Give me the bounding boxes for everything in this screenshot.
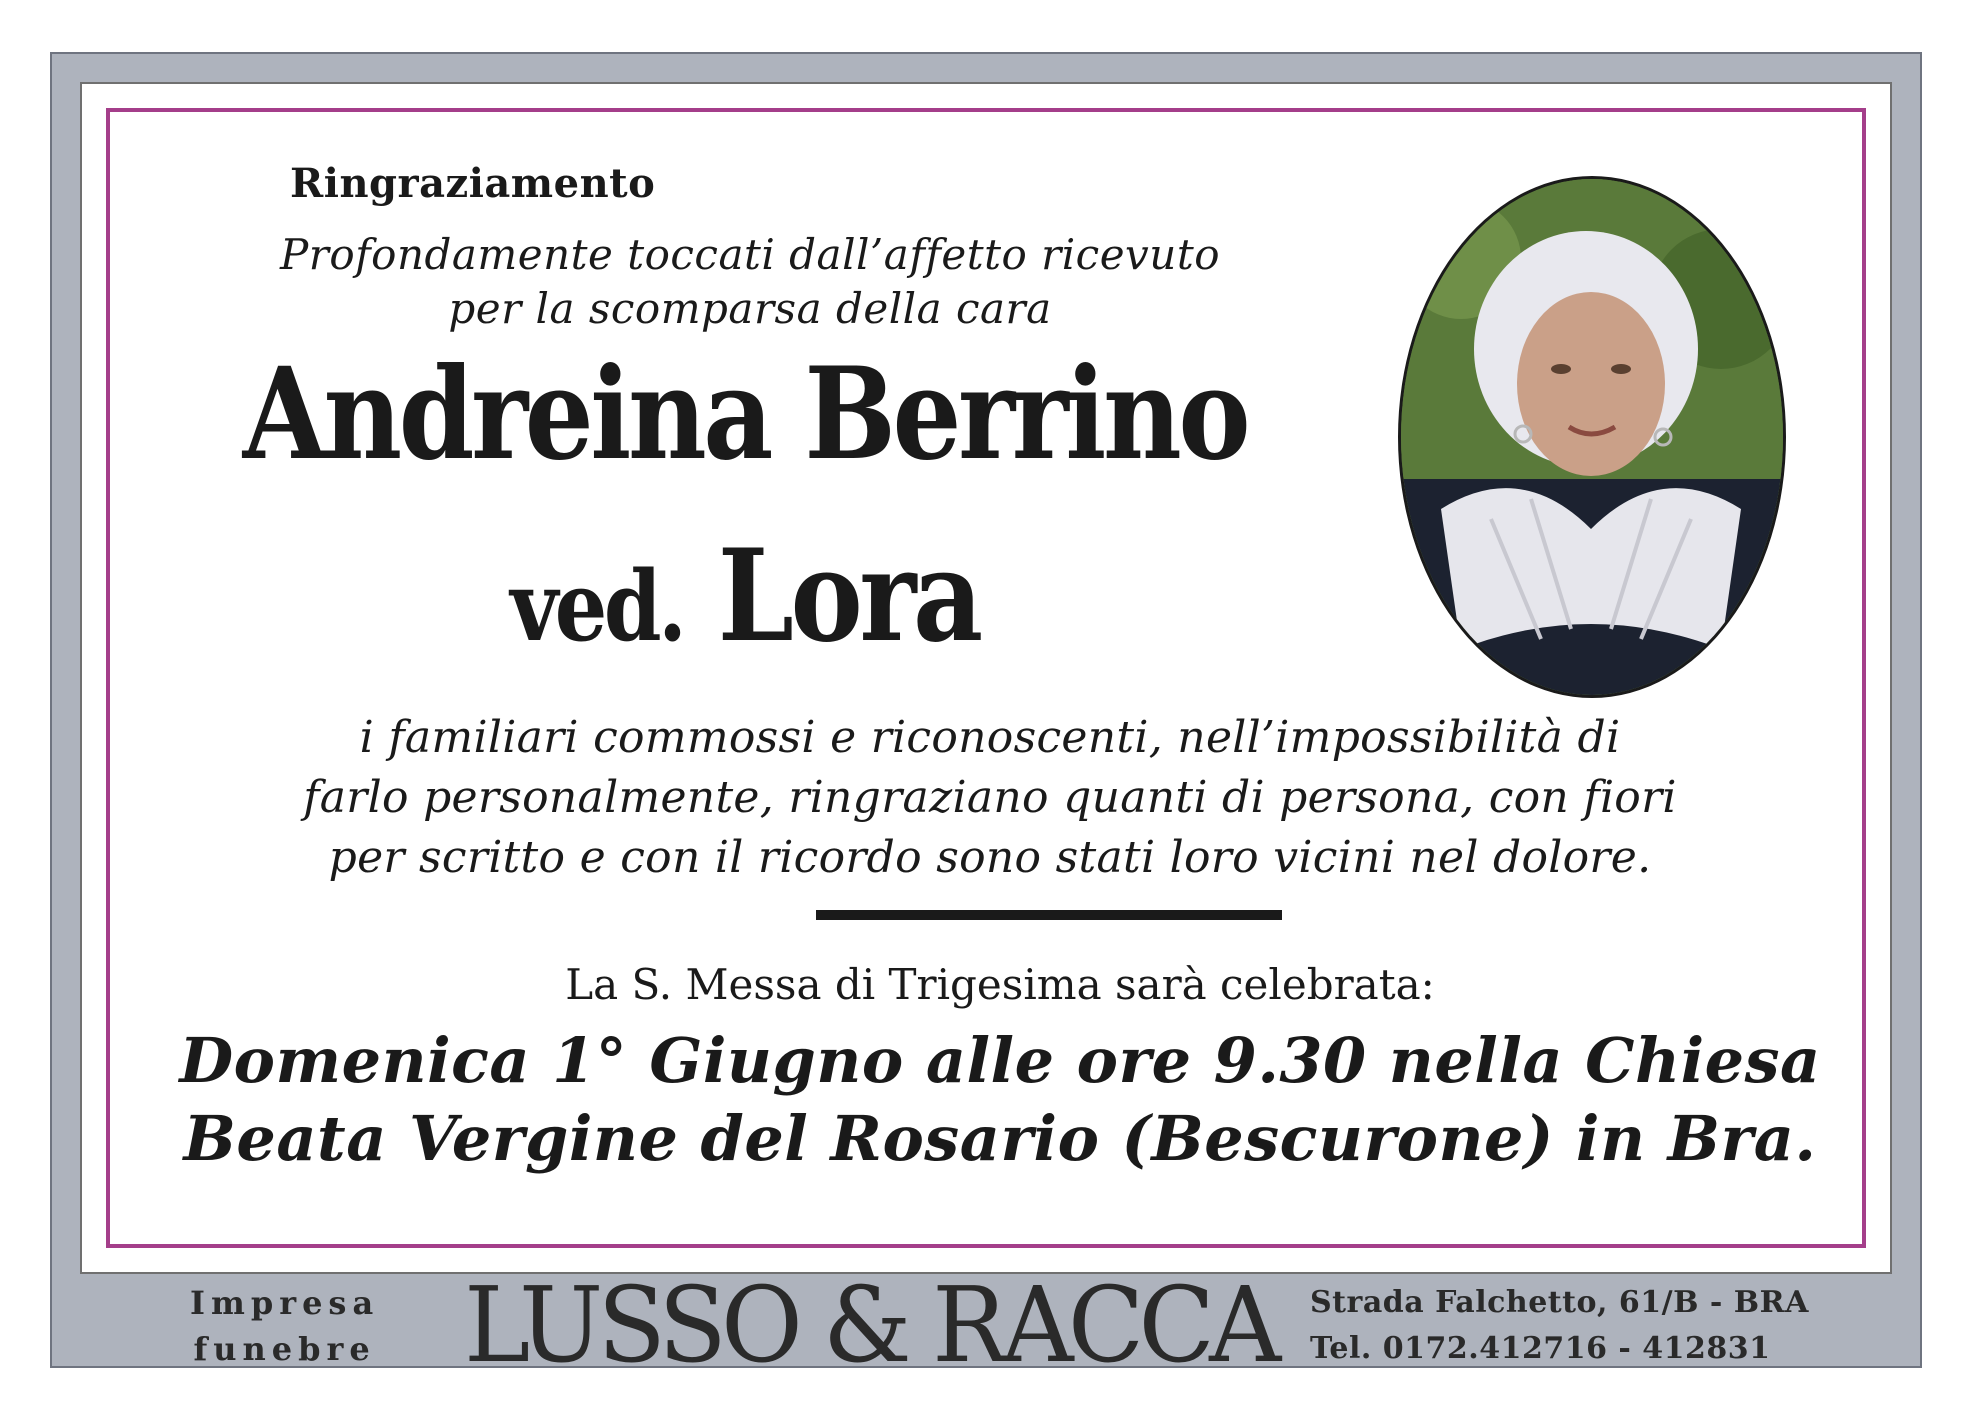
widow-prefix: ved.: [510, 550, 684, 663]
mass-date-line: Domenica 1° Giugno alle ore 9.30 nella Chiesa: [179, 1024, 1821, 1097]
funeral-home-brand: LUSSO & RACCA: [464, 1264, 1276, 1386]
married-surname: Lora: [717, 522, 980, 670]
notice-outer-frame: [50, 52, 1922, 1386]
intro-line-1: Profondamente toccati dall’affetto ricevuto: [279, 230, 1220, 279]
body-line-2: farlo personalmente, ringraziano quanti di persona, con fiori: [303, 772, 1677, 823]
notice-panel: [80, 82, 1892, 1274]
notice-heading: Ringraziamento: [290, 160, 656, 207]
deceased-name: Andreina Berrino: [242, 340, 1248, 488]
divider-rule: [816, 910, 1282, 920]
body-line-1: i familiari commossi e riconoscenti, nell’impossibilità di: [359, 712, 1621, 763]
impresa-label: [190, 1280, 379, 1372]
impresa-line-2: funebre: [193, 1330, 376, 1368]
mass-intro: La S. Messa di Trigesima sarà celebrata:: [565, 960, 1435, 1009]
phone-text: Tel. 0172.412716 - 412831: [1310, 1331, 1771, 1366]
body-line-3: per scritto e con il ricordo sono stati loro vicini nel dolore.: [328, 832, 1652, 883]
portrait-photo: [1398, 176, 1786, 698]
funeral-home-footer: [80, 1264, 1892, 1386]
intro-line-2: per la scomparsa della cara: [448, 284, 1052, 333]
address-text: Strada Falchetto, 61/B - BRA: [1310, 1285, 1809, 1320]
impresa-line-1: Impresa: [190, 1284, 380, 1322]
deceased-married-name: [199, 522, 1291, 670]
notice-inner-frame: [106, 108, 1866, 1248]
mass-location-line: Beata Vergine del Rosario (Bescurone) in Bra.: [183, 1102, 1817, 1175]
funeral-home-contact: [1310, 1280, 1809, 1372]
